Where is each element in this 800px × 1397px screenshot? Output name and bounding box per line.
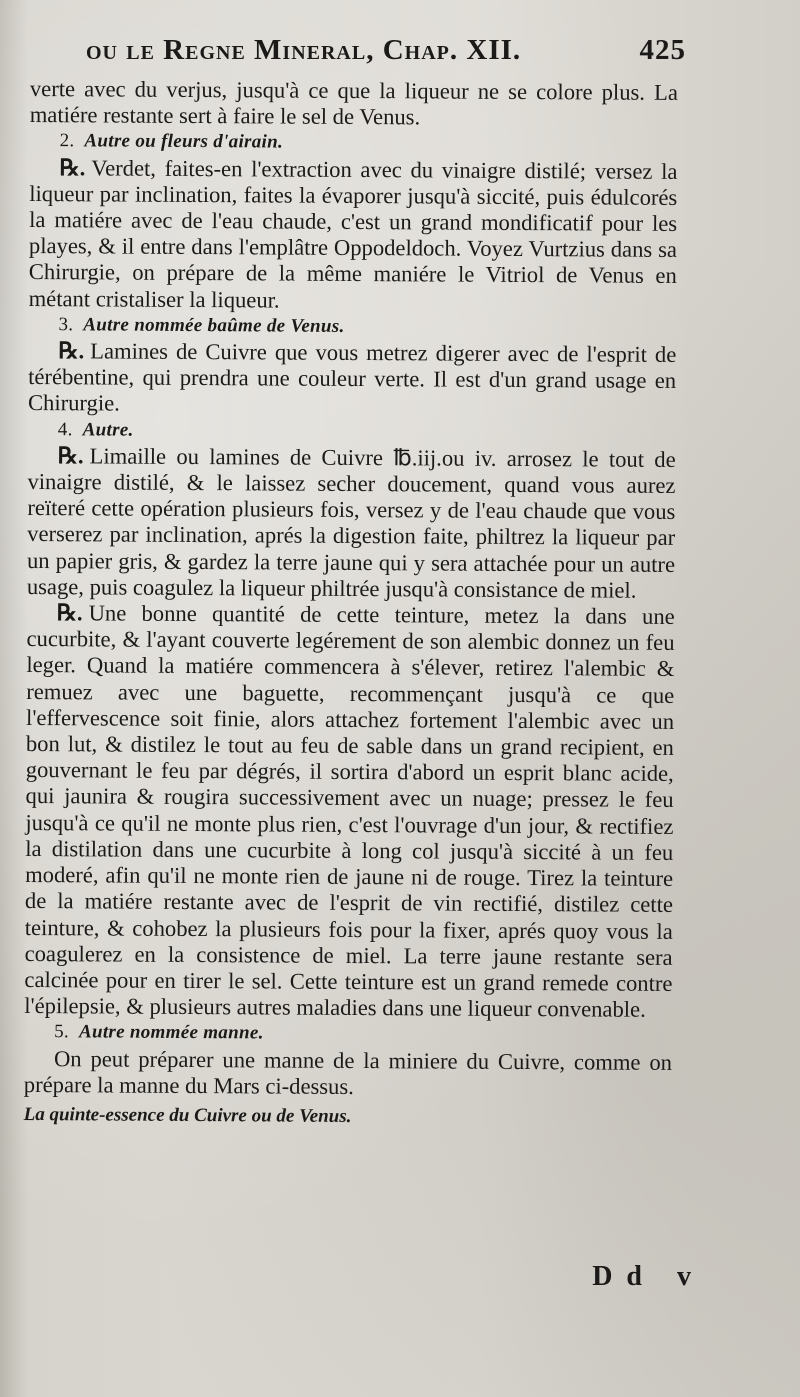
opening-paragraph: verte avec du verjus, jusqu'à ce que la liqueur ne se colore plus. La matiére restante sert à faire le sel de Venus.: [29, 76, 678, 130]
running-head-title: ou le Regne Mineral, Chap. XII.: [86, 34, 522, 66]
recipe-mark: ℞.: [59, 154, 86, 180]
recipe-mark: ℞.: [56, 600, 83, 626]
section-number: 3.: [58, 314, 74, 336]
section-3-paragraph: [28, 338, 676, 421]
closing-heading: La quinte-essence du Cuivre ou de Venus.: [23, 1103, 352, 1127]
section-4-paragraph-2: [24, 600, 675, 1023]
paragraph-text: Lamines de Cuivre que vous metrez digerer avec de l'esprit de térébentine, qui prendra une couleur verte. Il est d'un grand usage en Chirurgie.: [27, 338, 677, 416]
section-title: Autre nommée baûme de Venus.: [83, 314, 345, 337]
section-number: 4.: [57, 418, 73, 440]
recipe-mark: ℞.: [58, 338, 85, 364]
running-head: [30, 30, 686, 76]
section-4-paragraph-1: [27, 443, 676, 604]
paragraph-text: Limaille ou lamines de Cuivre ℔.iij.ou iv. arrosez le tout de vinaigre distilé, & le laissez secher doucement, quand vous aurez reïteré cette opération plusieurs fois, versez y de l'eau chaude que vous verserez par inclination, aprés la digestion faite, philtrez la liqueur par un papier gris, & gardez la terre jaune qui y sera attachée pour un autre usage, puis coagulez la liqueur philtrée jusqu'à consistance de miel.: [26, 443, 676, 603]
section-heading-3: [28, 312, 676, 342]
section-number: 5.: [54, 1021, 70, 1043]
section-title: Autre ou fleurs d'airain.: [84, 130, 284, 153]
section-5-paragraph: On peut préparer une manne de la miniere du Cuivre, comme on prépare la manne du Mars ci-dessus.: [23, 1045, 673, 1099]
section-title: Autre.: [82, 418, 134, 441]
section-heading-5: [24, 1019, 672, 1049]
section-title: Autre nommée manne.: [78, 1021, 264, 1044]
section-2-paragraph: [29, 155, 678, 316]
recipe-mark: ℞.: [57, 443, 84, 469]
section-heading-2: [30, 128, 678, 158]
book-page: [23, 30, 686, 1360]
body-text: [24, 76, 678, 1132]
signature-mark: Dd v: [592, 1261, 705, 1292]
section-heading-4: [28, 417, 676, 447]
section-number: 2.: [59, 130, 75, 152]
page-number: 425: [639, 34, 686, 66]
paragraph-text: Verdet, faites-en l'extraction avec du vinaigre distilé; versez la liqueur par inclination, faites la évaporer jusqu'à siccité, puis édulcorés la matiére avec de l'eau chaude, c'est un grand mondificatif pour les playes, & il entre dans l'emplâtre Oppodeldoch. Voyez Vurtzius dans sa Chirurgie, on prépare de la même maniére le Vitriol de Venus en métant cristaliser la liqueur.: [28, 154, 678, 313]
paragraph-text: Une bonne quantité de cette teinture, metez la dans une cucurbite, & l'ayant couverte legérement de son alembic donnez un feu leger. Quand la matiére commencera à s'élever, retirez l'alembic & remuez avec une baguette, recommençant jusqu'à ce que l'effervescence soit finie, alors attachez fortement l'alembic avec un bon lut, & distilez le tout au feu de sable dans un grand recipient, en gouvernant le feu par dégrés, il sortira d'abord un esprit blanc acide, qui jaunira & rougira successivement avec un nuage; pressez le feu jusqu'à ce qu'il ne monte plus rien, c'est l'ouvrage d'un jour, & rectifiez la distilation dans une cucurbite à long col jusqu'à siccité à un feu moderé, afin qu'il ne monte rien de jaune ni de rouge. Tirez la teinture de la matiére restante avec de l'esprit de vin rectifié, distilez cette teinture, & cohobez la plusieurs fois pour la fixer, aprés quoy vous la coagulerez en la consistence de miel. La terre jaune restante sera calcinée pour en tirer le sel. Cette teinture est un grand remede contre l'épilepsie, & plusieurs autres maladies dans une liqueur convenable.: [24, 600, 675, 1022]
